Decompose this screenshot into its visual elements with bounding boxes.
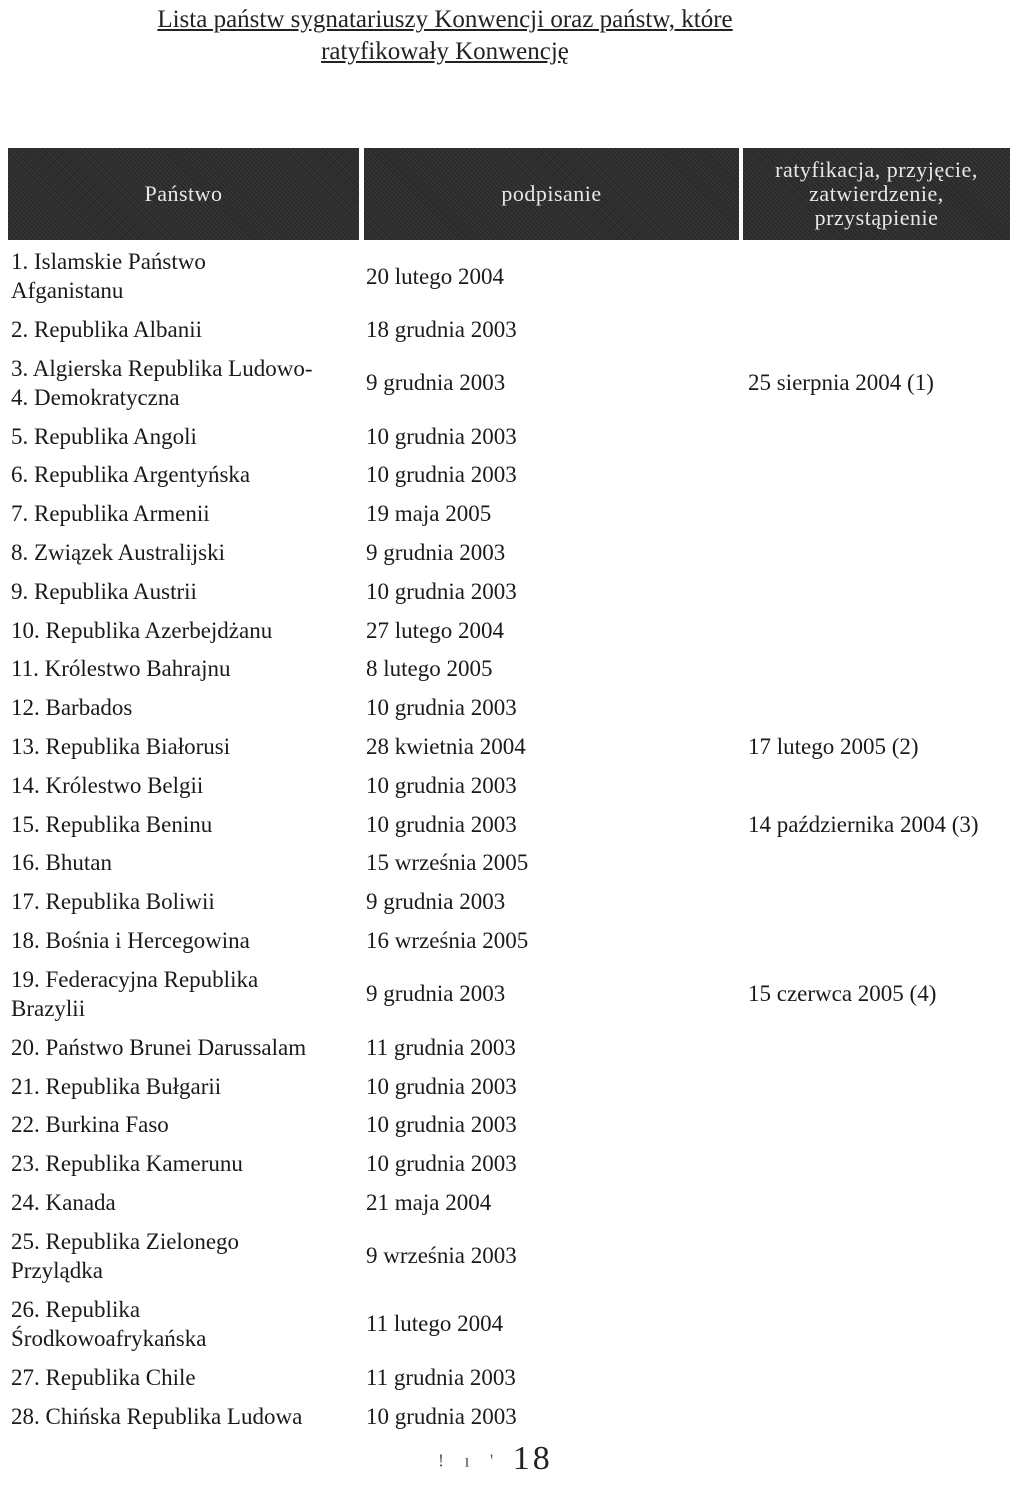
signed-date-cell: 19 maja 2005: [366, 501, 492, 527]
country-name-line: 11. Królestwo Bahrajnu: [11, 656, 231, 682]
country-cell: [8, 771, 364, 800]
signed-date-cell: 28 kwietnia 2004: [366, 734, 526, 760]
country-name-line: 3. Algierska Republika Ludowo-: [11, 355, 313, 381]
table-row: [8, 417, 1012, 456]
country-name-line: 16. Bhutan: [11, 850, 112, 876]
country-cell: [8, 616, 364, 645]
table-row: [8, 921, 1012, 960]
country-cell: [8, 654, 364, 683]
signed-date-cell: 8 lutego 2005: [366, 656, 493, 682]
signed-date-cell: 21 maja 2004: [366, 1190, 492, 1216]
country-cell: [8, 1295, 364, 1353]
table-row: [8, 456, 1012, 495]
country-cell: [8, 1402, 364, 1431]
page-title-line-2: ratyfikowały Konwencję: [321, 38, 569, 65]
table-row: [8, 1397, 1012, 1436]
signed-date-cell: 9 września 2003: [366, 1243, 517, 1269]
country-name-line: 23. Republika Kamerunu: [11, 1151, 243, 1177]
page-number: 18: [512, 1440, 553, 1477]
signed-date-cell: 9 grudnia 2003: [366, 981, 506, 1007]
signatories-table-body: [8, 242, 1012, 1436]
footer-marks: ! ı ': [438, 1450, 502, 1471]
country-name-line: Środkowoafrykańska: [11, 1325, 207, 1351]
country-name-line: 18. Bośnia i Hercegowina: [11, 928, 250, 954]
header-signed-label: podpisanie: [501, 181, 602, 206]
signed-date-cell: 11 lutego 2004: [366, 1311, 504, 1337]
header-country-label: Państwo: [144, 181, 223, 206]
signed-date-cell: 10 grudnia 2003: [366, 423, 517, 449]
signed-date-cell: 27 lutego 2004: [366, 617, 504, 643]
table-row: [8, 1358, 1012, 1397]
table-row: [8, 1106, 1012, 1145]
country-name-line: 10. Republika Azerbejdżanu: [11, 617, 273, 643]
country-cell: [8, 1188, 364, 1217]
table-row: [8, 960, 1012, 1028]
table-row: [8, 242, 1012, 310]
country-name-line: 12. Barbados: [11, 695, 133, 721]
country-name-line: 25. Republika Zielonego: [11, 1228, 240, 1254]
country-name-line: 13. Republika Białorusi: [11, 734, 231, 760]
signed-date-cell: 10 grudnia 2003: [366, 1112, 517, 1138]
table-row: [8, 349, 1012, 417]
country-cell: [8, 965, 364, 1023]
country-name-line: 27. Republika Chile: [11, 1364, 196, 1390]
country-cell: [8, 1363, 364, 1392]
table-row: [8, 805, 1012, 844]
header-country: [8, 148, 359, 240]
country-cell: [8, 315, 364, 344]
country-cell: [8, 1227, 364, 1285]
signed-date-cell: 16 września 2005: [366, 928, 529, 954]
table-row: [8, 611, 1012, 650]
table-row: [8, 1144, 1012, 1183]
country-cell: [8, 247, 364, 305]
country-cell: [8, 732, 364, 761]
signed-date-cell: 9 grudnia 2003: [366, 370, 506, 396]
header-signed: [364, 148, 739, 240]
signed-date-cell: 10 grudnia 2003: [366, 772, 517, 798]
page-title: [0, 4, 890, 68]
header-ratified: [743, 148, 1010, 240]
country-name-line: 8. Związek Australijski: [11, 540, 225, 566]
signed-date-cell: 20 lutego 2004: [366, 263, 504, 289]
country-cell: [8, 422, 364, 451]
signed-date-cell: 11 grudnia 2003: [366, 1034, 516, 1060]
signed-date-cell: 10 grudnia 2003: [366, 1403, 517, 1429]
table-row: [8, 650, 1012, 689]
country-cell: [8, 577, 364, 606]
signed-date-cell: 10 grudnia 2003: [366, 1151, 517, 1177]
page-footer: [438, 1440, 553, 1478]
country-cell: [8, 354, 364, 412]
signed-date-cell: 9 grudnia 2003: [366, 540, 506, 566]
signed-date-cell: 15 września 2005: [366, 850, 529, 876]
signed-date-cell: 9 grudnia 2003: [366, 889, 506, 915]
table-row: [8, 1028, 1012, 1067]
header-ratified-line-3: przystąpienie: [814, 205, 939, 230]
signed-date-cell: 10 grudnia 2003: [366, 1073, 517, 1099]
table-row: [8, 727, 1012, 766]
table-row: [8, 572, 1012, 611]
page-title-line-1: Lista państw sygnatariuszy Konwencji oraz państw, które: [157, 6, 733, 33]
ratified-date-cell: 14 października 2004 (3): [748, 811, 979, 837]
country-name-line: 17. Republika Boliwii: [11, 889, 215, 915]
country-cell: [8, 1033, 364, 1062]
table-row: [8, 1067, 1012, 1106]
signed-date-cell: 10 grudnia 2003: [366, 811, 517, 837]
country-cell: [8, 460, 364, 489]
table-row: [8, 688, 1012, 727]
signed-date-cell: 11 grudnia 2003: [366, 1364, 516, 1390]
ratified-date-cell: 15 czerwca 2005 (4): [748, 981, 937, 1007]
ratified-date-cell: 25 sierpnia 2004 (1): [748, 370, 934, 396]
table-row: [8, 1222, 1012, 1290]
country-name-line: 15. Republika Beninu: [11, 811, 213, 837]
header-ratified-line-2: zatwierdzenie,: [809, 181, 944, 206]
header-ratified-line-1: ratyfikacja, przyjęcie,: [775, 157, 978, 182]
signed-date-cell: 18 grudnia 2003: [366, 316, 517, 342]
country-name-line: 1. Islamskie Państwo: [11, 249, 206, 274]
table-row: [8, 1290, 1012, 1358]
country-cell: [8, 499, 364, 528]
country-name-line: 24. Kanada: [11, 1190, 116, 1216]
country-name-line: 6. Republika Argentyńska: [11, 462, 251, 488]
country-cell: [8, 1149, 364, 1178]
country-name-line: 20. Państwo Brunei Darussalam: [11, 1034, 307, 1060]
signed-date-cell: 10 grudnia 2003: [366, 578, 517, 604]
table-row: [8, 844, 1012, 883]
table-row: [8, 882, 1012, 921]
country-name-line: 19. Federacyjna Republika: [11, 966, 259, 992]
country-cell: [8, 887, 364, 916]
country-name-line: 21. Republika Bułgarii: [11, 1073, 222, 1099]
country-cell: [8, 926, 364, 955]
country-name-line: 14. Królestwo Belgii: [11, 772, 204, 798]
country-cell: [8, 810, 364, 839]
signed-date-cell: 10 grudnia 2003: [366, 695, 517, 721]
country-name-line: 26. Republika: [11, 1296, 141, 1322]
table-row: [8, 533, 1012, 572]
country-cell: [8, 848, 364, 877]
country-cell: [8, 1110, 364, 1139]
signed-date-cell: 10 grudnia 2003: [366, 462, 517, 488]
country-cell: [8, 538, 364, 567]
country-cell: [8, 1072, 364, 1101]
country-cell: [8, 693, 364, 722]
table-row: [8, 494, 1012, 533]
country-name-line: Przylądka: [11, 1257, 103, 1283]
table-row: [8, 310, 1012, 349]
country-name-line: 5. Republika Angoli: [11, 423, 197, 449]
country-name-line: 22. Burkina Faso: [11, 1112, 169, 1138]
country-name-line: 7. Republika Armenii: [11, 501, 210, 527]
country-name-line: 28. Chińska Republika Ludowa: [11, 1403, 303, 1429]
table-row: [8, 766, 1012, 805]
country-name-line: Brazylii: [11, 995, 86, 1021]
ratified-date-cell: 17 lutego 2005 (2): [748, 734, 919, 760]
country-name-line: 2. Republika Albanii: [11, 316, 203, 342]
country-name-line: 4. Demokratyczna: [11, 384, 180, 410]
country-name-line: 9. Republika Austrii: [11, 578, 197, 604]
table-row: [8, 1183, 1012, 1222]
country-name-line: Afganistanu: [11, 278, 124, 303]
